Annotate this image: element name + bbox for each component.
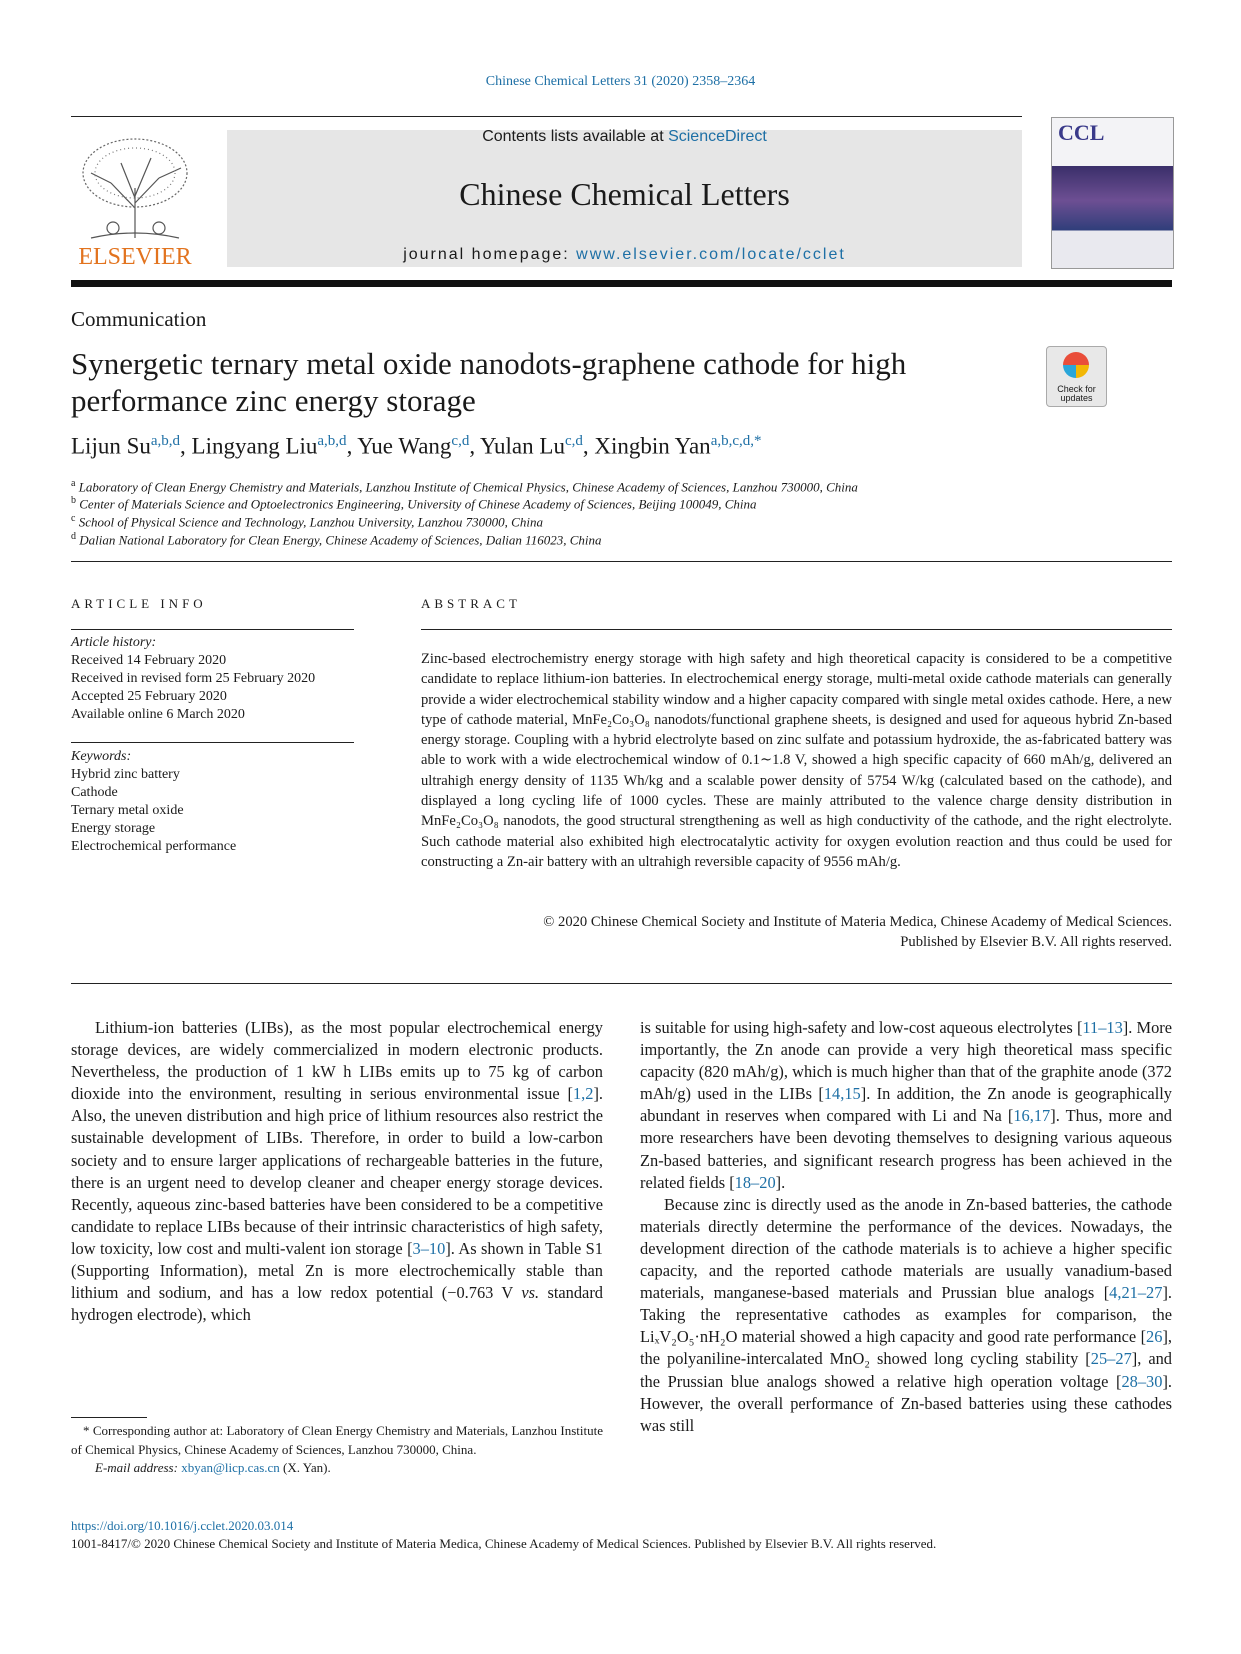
footnote-rule xyxy=(71,1417,147,1418)
author-name: Yue Wang xyxy=(357,433,452,459)
cover-title: CCL xyxy=(1058,120,1105,145)
citation-link[interactable]: 11–13 xyxy=(1082,1018,1123,1037)
contents-line: Contents lists available at ScienceDirect xyxy=(482,128,767,145)
email-link[interactable]: xbyan@licp.cas.cn xyxy=(181,1460,280,1475)
corresponding-author-footnote: * Corresponding author at: Laboratory of Clean Energy Chemistry and Materials, Lanzhou Institute of Chemical Physics, Chinese Academy of Sciences, Lanzhou 730000, China. E-mail address: xbyan@licp.cas.cn (X. Yan). xyxy=(71,1423,603,1475)
citation-link[interactable]: 1,2 xyxy=(572,1084,594,1104)
journal-reference-link[interactable]: Chinese Chemical Letters 31 (2020) 2358–2364 xyxy=(485,74,756,89)
abstract-rule xyxy=(421,629,1172,630)
issn-copyright: 1001-8417/© 2020 Chinese Chemical Society and Institute of Materia Medica, Chinese Academy of Medical Sciences. Published by Elsevier B.V. All rights reserved. xyxy=(71,1536,937,1551)
body-rule xyxy=(71,983,1172,984)
history-item: Accepted 25 February 2020 xyxy=(71,689,227,704)
keyword-item: Electrochemical performance xyxy=(71,839,237,854)
author-affiliation-link[interactable]: a,b,d xyxy=(150,433,181,449)
citation-link[interactable]: 16,17 xyxy=(1013,1106,1051,1126)
check-updates-label: Check for updates xyxy=(1057,384,1096,403)
info-rule xyxy=(71,629,354,630)
svg-text:ELSEVIER: ELSEVIER xyxy=(78,244,192,268)
header-rule xyxy=(71,116,1022,117)
history-item: Received 14 February 2020 xyxy=(71,653,227,668)
homepage-link[interactable]: www.elsevier.com/locate/cclet xyxy=(576,246,846,263)
body-paragraph: Because zinc is directly used as the anode in Zn-based batteries, the cathode materials directly determine the performance of the devices. Nowadays, the development direction of the cathode materials is to achieve a higher specific capacity, and the reported cathode materials are usually vanadium-based materials, manganese-based materials and Prussian blue analogs [4,21–27]. Taking the representative cathodes as examples for comparison, the LiₓV₂O₅·nH₂O material showed a high capacity and good rate performance [26], the polyaniline-intercalated MnO₂ showed long cycling stability [25–27], and the Prussian blue analogs showed a relative high operation voltage [28–30]. However, the overall performance of Zn-based batteries using these cathodes was still xyxy=(640,1194,1172,1435)
citation-link[interactable]: 14,15 xyxy=(823,1084,861,1104)
affiliation: $^d$ Dalian National Laboratory for Clean Energy, Chinese Academy of Sciences, Dalian 116023, China xyxy=(71,531,602,548)
history-item: Received in revised form 25 February 2020 xyxy=(71,671,316,686)
abstract-heading: ABSTRACT xyxy=(421,596,521,611)
keyword-item: Energy storage xyxy=(71,821,156,836)
author-affiliation-link[interactable]: c,d xyxy=(451,433,470,449)
author-list: Lijun Su$^{a,b,d}$, Lingyang Liu$^{a,b,d}$, Yue Wang$^{c,d}$, Yulan Lu$^{c,d}$, Xingbin Yan$^{a,b,c,d,*}$ xyxy=(71,433,762,459)
body-column-left: Lithium-ion batteries (LIBs), as the most popular electrochemical energy storage devices, are widely commercialized in modern electronic products. Nevertheless, the production of 1 kW h LIBs emits up to 75 kg of carbon dioxide into the environment, resulting in serious environmental issue [1,2]. Also, the uneven distribution and high price of lithium resources also restrict the sustainable development of LIBs. Therefore, in order to build a low-carbon society and to ensure larger applications of rechargeable batteries in the future, there is an urgent need to develop cleaner and cheaper energy storage devices. Recently, aqueous zinc-based batteries have been considered to be a competitive candidate to replace LIBs because of their intrinsic characteristics of high safety, low toxicity, low cost and multi-valent ion storage [3–10]. As shown in Table S1 (Supporting Information), metal Zn is more electrochemically stable than lithium and sodium, and has a low redox potential (−0.763 V vs. standard hydrogen electrode), which xyxy=(71,1018,603,1325)
citation-link[interactable]: 4,21–27 xyxy=(1109,1283,1163,1303)
author-affiliation-link[interactable]: a,b,c,d,* xyxy=(710,433,762,449)
citation-link[interactable]: 26 xyxy=(1146,1327,1163,1347)
keyword-item: Ternary metal oxide xyxy=(71,803,184,818)
journal-title: Chinese Chemical Letters xyxy=(459,176,790,212)
citation-link[interactable]: 3–10 xyxy=(412,1238,446,1258)
citation-link[interactable]: 28–30 xyxy=(1121,1371,1163,1391)
affiliation: $^c$ School of Physical Science and Technology, Lanzhou University, Lanzhou 730000, China xyxy=(71,513,543,530)
article-history xyxy=(71,634,315,724)
article-type: Communication xyxy=(71,307,207,331)
elsevier-tree-icon xyxy=(71,128,199,268)
abstract-text: Zinc-based electrochemistry energy storage with high safety and high theoretical capacity is considered to be a competitive candidate to replace lithium-ion batteries. In electrochemical energy storage, multi-metal oxide cathode materials can generally provide a wider electrochemical stability window and a higher capacity compared with single metal oxides cathode. Here, a new type of cathode material, MnFe₂Co₃O₈ nanodots/functional graphene sheets, is designed and used for aqueous hybrid Zn-based energy storage. Coupling with a hybrid electrolyte based on zinc sulfate and potassium hydroxide, the as-fabricated battery was able to work with a wide electrochemical window of 0.1∼1.8 V, showed a high specific capacity of 660 mAh/g, delivered an ultrahigh energy density of 1135 Wh/kg and a scalable power density of 5754 W/kg (calculated based on the cathode), and displayed a long cycling life of 1000 cycles. These are mainly attributed to the valence charge density distribution in MnFe₂Co₃O₈ nanodots, the good structural strengthening as well as high conductivity of the cathode, and the right electrolyte. Such cathode material also exhibited high electrocatalytic activity for oxygen evolution reaction and thus could be used for constructing a Zn-air battery with an ultrahigh reversible capacity of 9556 mAh/g. xyxy=(421,651,1173,870)
citation-link[interactable]: 25–27 xyxy=(1090,1349,1132,1369)
article-title: Synergetic ternary metal oxide nanodots-graphene cathode for high performance zinc energy storage xyxy=(71,346,907,418)
history-item: Available online 6 March 2020 xyxy=(71,707,245,722)
article-info-heading: ARTICLE INFO xyxy=(71,596,207,611)
author-name: Lingyang Liu xyxy=(191,433,318,459)
author-affiliation-link[interactable]: a,b,d xyxy=(317,433,347,449)
check-updates-icon xyxy=(1063,352,1089,378)
history-label: Article history: xyxy=(71,635,157,650)
author-affiliation-link[interactable]: c,d xyxy=(564,433,583,449)
keywords xyxy=(71,748,236,856)
section-rule xyxy=(71,561,1172,562)
abstract-copyright: © 2020 Chinese Chemical Society and Institute of Materia Medica, Chinese Academy of Medical Sciences. Published by Elsevier B.V. All rights reserved. xyxy=(543,914,1172,951)
keyword-item: Cathode xyxy=(71,785,118,800)
keyword-item: Hybrid zinc battery xyxy=(71,767,180,782)
doi-link[interactable]: https://doi.org/10.1016/j.cclet.2020.03.014 xyxy=(71,1518,294,1533)
info-rule xyxy=(71,742,354,743)
sciencedirect-link[interactable]: ScienceDirect xyxy=(668,128,767,145)
affiliation: $^b$ Center of Materials Science and Optoelectronics Engineering, University of Chinese Academy of Sciences, Beijing 100049, China xyxy=(71,495,757,512)
body-column-right xyxy=(640,1017,1172,1437)
author-name: Xingbin Yan xyxy=(594,433,711,459)
homepage-line: journal homepage: www.elsevier.com/locate/cclet xyxy=(403,246,846,263)
citation-link[interactable]: 18–20 xyxy=(734,1172,776,1192)
check-for-updates-button[interactable] xyxy=(1046,346,1107,407)
header-thick-rule xyxy=(71,280,1172,287)
body-paragraph: is suitable for using high-safety and low-cost aqueous electrolytes [11–13]. More importantly, the Zn anode can provide a very high theoretical mass specific capacity (820 mAh/g), which is much higher than that of the graphite anode (372 mAh/g) used in the LIBs [14,15]. In addition, the Zn anode is geographically abundant in reserves when compared with Li and Na [16,17]. Thus, more and more researchers have been devoting themselves to designing various aqueous Zn-based batteries, and significant research progress has been achieved in the related fields [18–20]. xyxy=(640,1018,1173,1192)
affiliation: $^a$ Laboratory of Clean Energy Chemistry and Materials, Lanzhou Institute of Chemical Physics, Chinese Academy of Sciences, Lanzhou 730000, China xyxy=(71,478,858,495)
author-name: Lijun Su xyxy=(71,433,151,459)
author-name: Yulan Lu xyxy=(479,433,565,459)
keywords-label: Keywords: xyxy=(71,749,132,764)
journal-cover-image xyxy=(1051,117,1174,269)
elsevier-logo xyxy=(71,128,199,268)
